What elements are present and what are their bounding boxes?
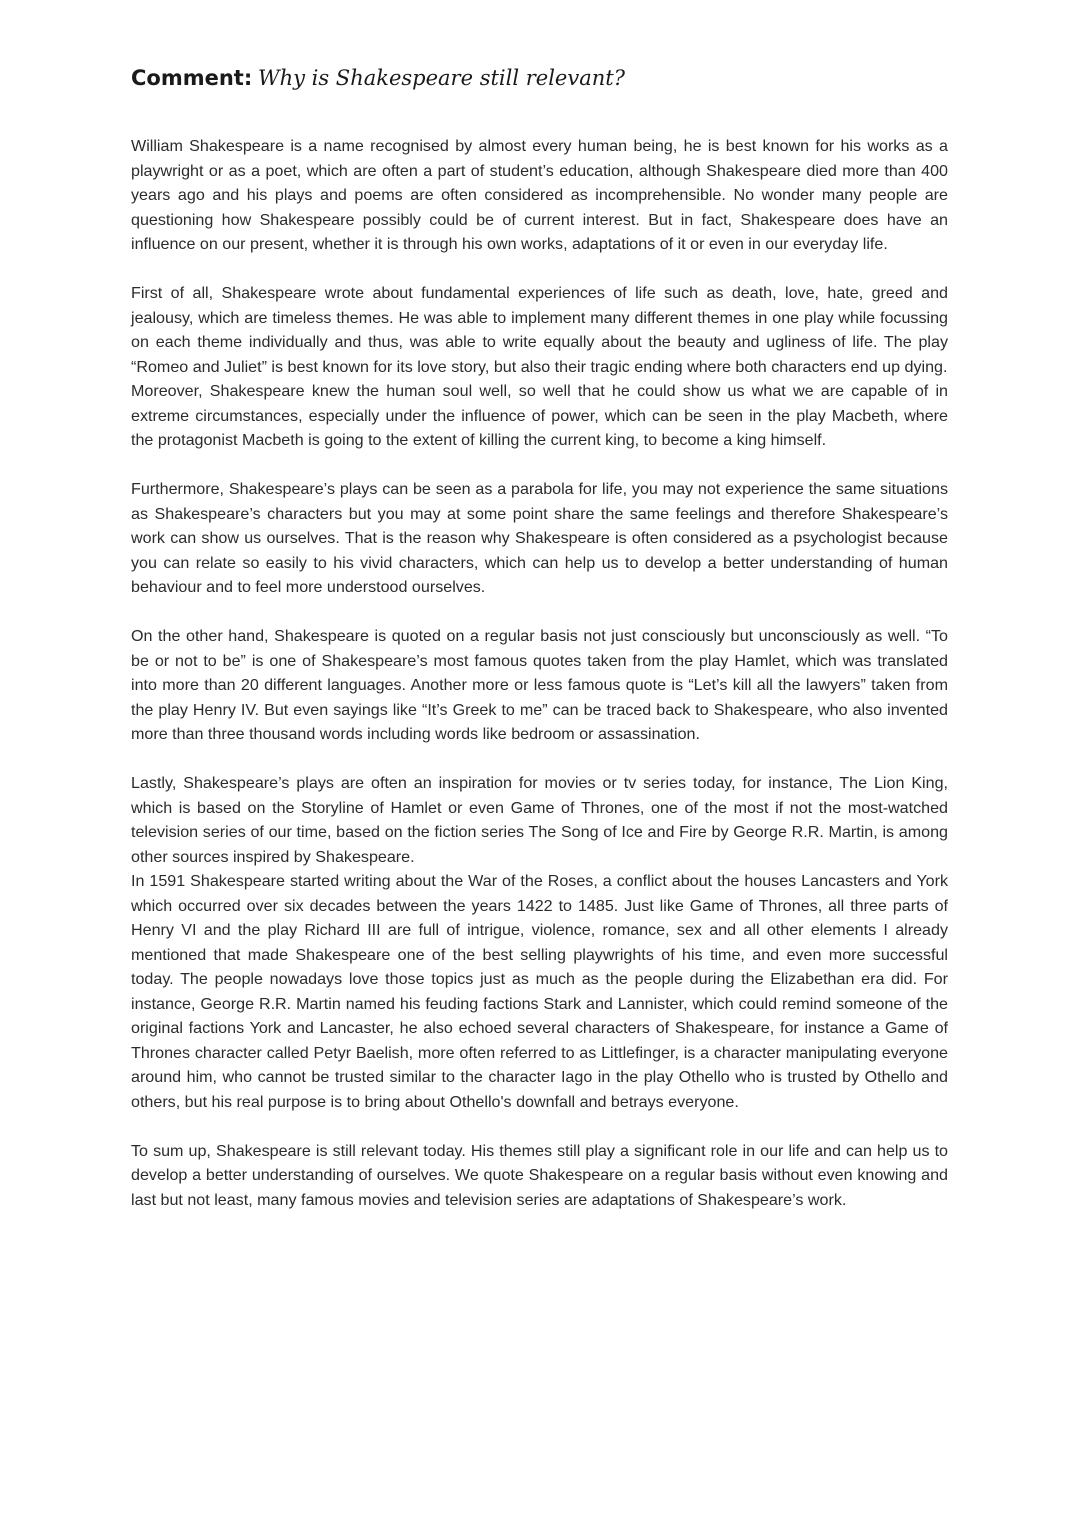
title-question: Why is Shakespeare still relevant? bbox=[257, 66, 625, 90]
paragraph-inspiration: Lastly, Shakespeare’s plays are often an inspiration for movies or tv series today, for instance, The Lion King, which is based on the Storyline of Hamlet or even Game of Thrones, one of the most if not the most-watched television series of our time, based on the fiction series The Song of Ice and Fire by George R.R. Martin, is among other sources inspired by Shakespeare. bbox=[131, 774, 948, 866]
paragraph-quotes: On the other hand, Shakespeare is quoted on a regular basis not just consciously but unconsciously as well. “To be or not to be” is one of Shakespeare’s most famous quotes taken from the play Hamlet, which was translated into more than 20 different languages. Another more or less famous quote is “Let’s kill all the lawyers” taken from the play Henry IV. But even sayings like “It’s Greek to me” can be traced back to Shakespeare, who also invented more than three thousand words including words like bedroom or assassination. bbox=[131, 627, 948, 743]
paragraph-introduction: William Shakespeare is a name recognised by almost every human being, he is best known for his works as a playwright or as a poet, which are often a part of student’s education, although Shakespeare died more than 400 years ago and his plays and poems are often considered as incomprehensible. No wonder many people are questioning how Shakespeare possibly could be of current interest. But in fact, Shakespeare does have an influence on our present, whether it is through his own works, adaptations of it or even in our everyday life. bbox=[131, 137, 948, 253]
paragraph-themes: First of all, Shakespeare wrote about fundamental experiences of life such as death, love, hate, greed and jealousy, which are timeless themes. He was able to implement many different themes in one play while focussing on each theme individually and thus, was able to write equally about the beauty and ugliness of life. The play “Romeo and Juliet” is best known for its love story, but also their tragic ending where both characters end up dying. bbox=[131, 284, 948, 376]
paragraph-parabola: Furthermore, Shakespeare’s plays can be seen as a parabola for life, you may not experience the same situations as Shakespeare’s characters but you may at some point share the same feelings and therefore Shakespeare’s work can show us ourselves. That is the reason why Shakespeare is often considered as a psychologist because you can relate so easily to his vivid characters, which can help us to develop a better understanding of human behaviour and to feel more understood ourselves. bbox=[131, 480, 948, 596]
paragraph-conclusion: To sum up, Shakespeare is still relevant today. His themes still play a significant role in our life and can help us to develop a better understanding of ourselves. We quote Shakespeare on a regular basis without even knowing and last but not least, many famous movies and television series are adaptations of Shakespeare’s work. bbox=[131, 1141, 948, 1209]
paragraph-human-soul: Moreover, Shakespeare knew the human soul well, so well that he could show us what we are capable of in extreme circumstances, especially under the influence of power, which can be seen in the play Macbeth, where the protagonist Macbeth is going to the extent of killing the current king, to become a king himself. bbox=[131, 382, 948, 449]
page-title bbox=[131, 62, 948, 94]
paragraph-war-of-roses: In 1591 Shakespeare started writing about the War of the Roses, a conflict about the houses Lancasters and York which occurred over six decades between the years 1422 to 1485. Just like Game of Thrones, all three parts of Henry VI and the play Richard III are full of intrigue, violence, romance, sex and all other elements I already mentioned that made Shakespeare one of the best selling playwrights of his time, and even more successful today. The people nowadays love those topics just as much as the people during the Elizabethan era did. For instance, George R.R. Martin named his feuding factions Stark and Lannister, which could remind someone of the original factions York and Lancaster, he also echoed several characters of Shakespeare, for instance a Game of Thrones character called Petyr Baelish, more often referred to as Littlefinger, is a character manipulating everyone around him, who cannot be trusted similar to the character Iago in the play Othello who is trusted by Othello and others, but his real purpose is to bring about Othello's downfall and betrays everyone. bbox=[131, 872, 948, 1111]
article-body bbox=[131, 134, 948, 1212]
document-page bbox=[131, 62, 948, 1212]
title-label: Comment: bbox=[131, 66, 253, 90]
